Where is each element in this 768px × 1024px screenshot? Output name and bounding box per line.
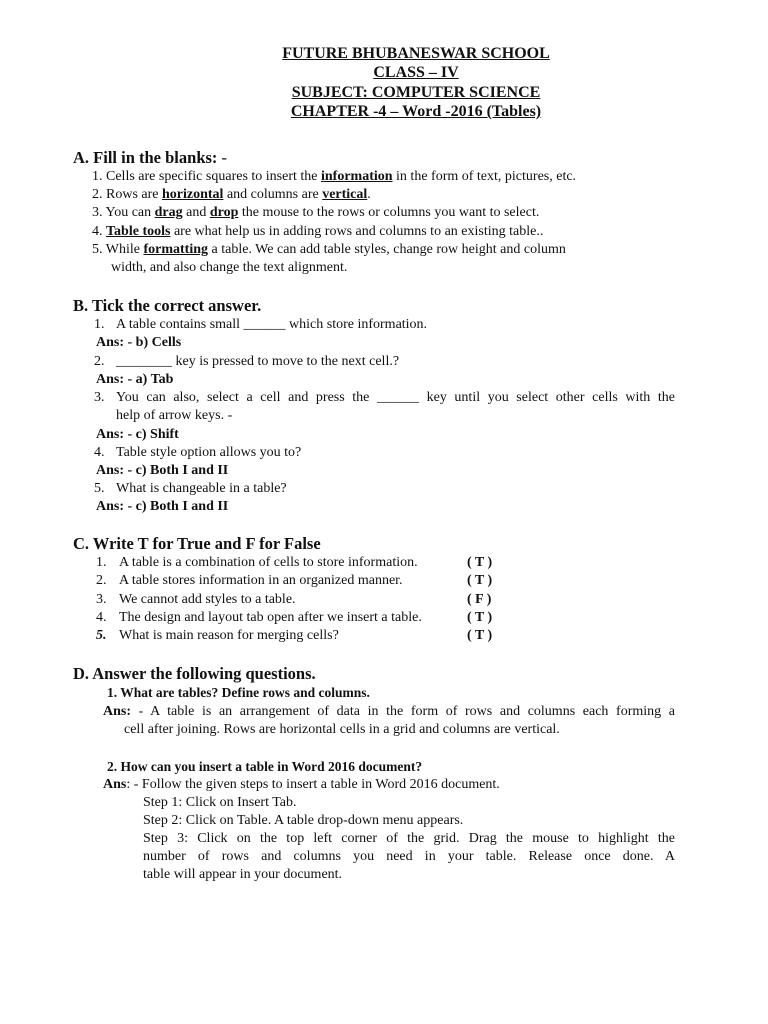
tf-statement-4: The design and layout tab open after we insert a table. [119, 610, 422, 625]
tf-item-number: 2. [96, 573, 107, 588]
tf-statement-1: A table is a combination of cells to store information. [119, 555, 418, 570]
answer-label: Ans [103, 777, 127, 792]
mcq-question-3: You can also, select a cell and press the ______ key until you select other cells with the [116, 390, 675, 405]
tf-statement-5: What is main reason for merging cells? [119, 628, 339, 643]
tf-answer-4: ( T ) [467, 610, 493, 625]
item-text: the mouse to the rows or columns you want to select. [238, 205, 540, 220]
fill-item-2 [92, 186, 371, 204]
item-number: 2. [92, 187, 103, 202]
mcq-question-4: Table style option allows you to? [116, 445, 302, 460]
item-number: 5. [92, 242, 103, 257]
tf-item-number: 1. [96, 555, 107, 570]
tf-item-number: 3. [96, 592, 107, 607]
tf-answer-1: ( T ) [467, 555, 493, 570]
mcq-question-3-continued: help of arrow keys. - [116, 408, 233, 423]
step-3-line-3: table will appear in your document. [143, 867, 343, 882]
mcq-answer-3: Ans: - c) Shift [96, 427, 179, 442]
item-number: 1. [92, 169, 103, 184]
answer-word: information [320, 169, 393, 184]
item-text: a table. We can add table styles, change row height and column [208, 242, 566, 257]
answer-label: Ans: [103, 704, 132, 719]
item-text: and [182, 205, 210, 220]
item-text: Cells are specific squares to insert the [106, 169, 321, 184]
tf-item-number: 4. [96, 610, 107, 625]
section-a-heading [73, 148, 227, 168]
mcq-item-4 [94, 444, 105, 462]
fill-item-1 [92, 168, 576, 186]
chapter-title: CHAPTER -4 – Word -2016 (Tables) [290, 103, 542, 120]
school-name: FUTURE BHUBANESWAR SCHOOL [282, 45, 550, 62]
answer-word: Table tools [106, 224, 171, 239]
mcq-question-1: A table contains small ______ which store information. [116, 317, 428, 332]
item-number: 5. [94, 481, 105, 496]
item-number: 3. [94, 390, 105, 405]
section-a-title: A. Fill in the blanks: [73, 148, 218, 167]
tf-statement-2: A table stores information in an organized manner. [119, 573, 403, 588]
mcq-item-1 [94, 316, 105, 334]
section-a-title-suffix: - [217, 148, 228, 167]
mcq-question-2: ________ key is pressed to move to the next cell.? [116, 354, 400, 369]
item-text: are what help us in adding rows and columns to an existing table.. [170, 224, 544, 239]
subject-title: SUBJECT: COMPUTER SCIENCE [291, 84, 541, 101]
answer-word: drag [154, 205, 183, 220]
answer-word: formatting [143, 242, 209, 257]
fill-item-4 [92, 223, 543, 241]
item-number: 2. [94, 354, 105, 369]
step-3-line-1: Step 3: Click on the top left corner of the grid. Drag the mouse to highlight the [143, 831, 675, 846]
section-d-heading: D. Answer the following questions. [73, 664, 316, 683]
mcq-item-5 [94, 480, 105, 498]
step-3-line-2: number of rows and columns you need in your table. Release once done. A [143, 849, 675, 864]
fill-item-5 [92, 241, 566, 259]
question-2: 2. How can you insert a table in Word 2016 document? [107, 759, 423, 774]
item-number: 4. [92, 224, 103, 239]
item-number: 1. [94, 317, 105, 332]
mcq-answer-5: Ans: - c) Both I and II [96, 499, 229, 514]
answer-word: vertical [322, 187, 368, 202]
step-2: Step 2: Click on Table. A table drop-down menu appears. [143, 813, 464, 828]
tf-answer-2: ( T ) [467, 573, 493, 588]
item-text: in the form of text, pictures, etc. [392, 169, 577, 184]
item-text: While [105, 242, 144, 257]
answer-1-line-1 [103, 703, 675, 721]
item-text: Rows are [106, 187, 162, 202]
mcq-item-2 [94, 353, 105, 371]
tf-item-number: 5. [96, 628, 107, 643]
item-text: You can [105, 205, 155, 220]
tf-statement-3: We cannot add styles to a table. [119, 592, 296, 607]
answer-word: horizontal [162, 187, 224, 202]
item-number: 3. [92, 205, 103, 220]
answer-text: : - Follow the given steps to insert a table in Word 2016 document. [126, 777, 500, 792]
mcq-answer-1: Ans: - b) Cells [96, 335, 182, 350]
fill-item-3 [92, 204, 539, 222]
section-b-heading: B. Tick the correct answer. [73, 296, 262, 315]
mcq-answer-4: Ans: - c) Both I and II [96, 463, 229, 478]
question-1: 1. What are tables? Define rows and columns. [107, 685, 370, 700]
fill-item-5-continued: width, and also change the text alignment. [111, 260, 348, 275]
tf-answer-3: ( F ) [467, 592, 492, 607]
mcq-answer-2: Ans: - a) Tab [96, 372, 174, 387]
mcq-question-5: What is changeable in a table? [116, 481, 287, 496]
answer-1-line-2: cell after joining. Rows are horizontal cells in a grid and columns are vertical. [124, 722, 560, 737]
item-text: . [367, 187, 371, 202]
mcq-item-3 [94, 389, 105, 407]
answer-text: - A table is an arrangement of data in the form of rows and columns each forming a [131, 704, 675, 719]
class-title: CLASS – IV [373, 64, 459, 81]
section-c-heading: C. Write T for True and F for False [73, 534, 321, 553]
answer-word: drop [209, 205, 239, 220]
item-text: and columns are [223, 187, 323, 202]
step-1: Step 1: Click on Insert Tab. [143, 795, 297, 810]
answer-2-line-1 [103, 776, 500, 794]
item-number: 4. [94, 445, 105, 460]
tf-answer-5: ( T ) [467, 628, 493, 643]
